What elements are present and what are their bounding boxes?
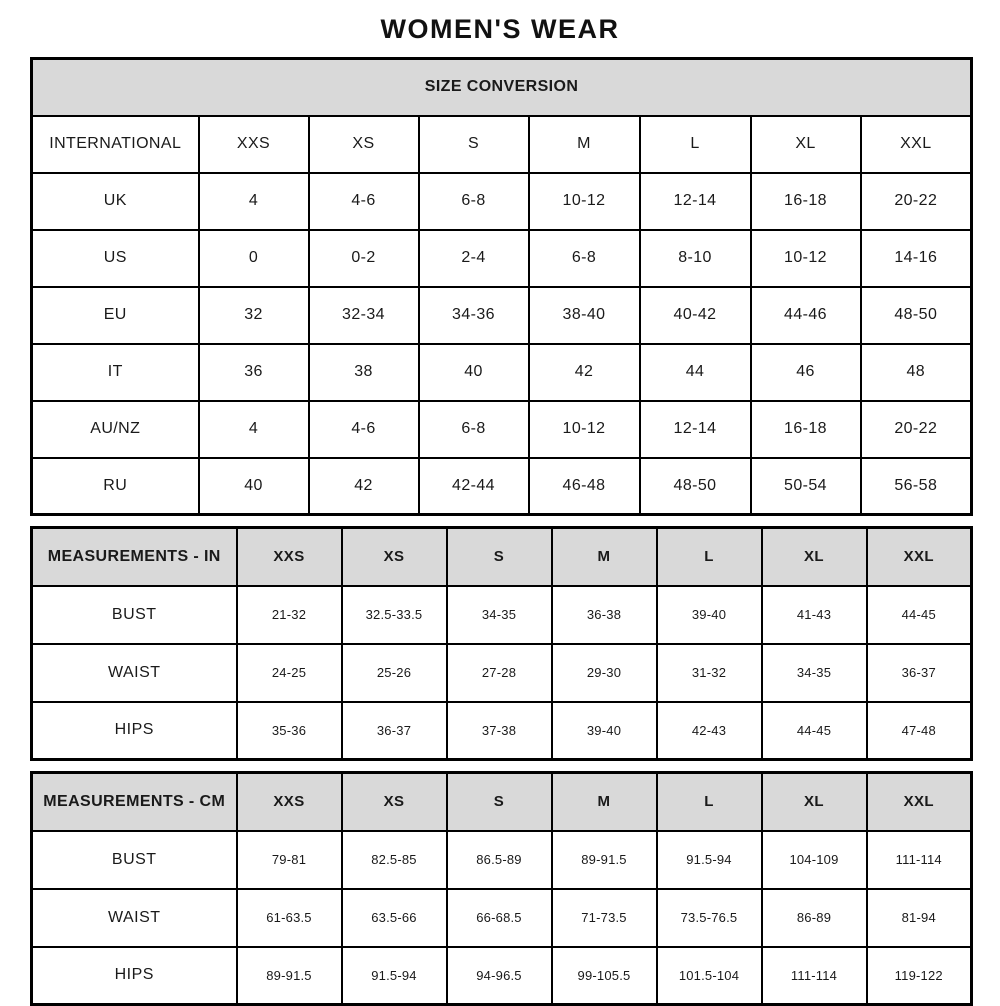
size-conversion-table	[30, 57, 973, 516]
row-label: US	[32, 230, 199, 287]
row-label: HIPS	[32, 702, 237, 760]
row-label: BUST	[32, 586, 237, 644]
data-cell: 21-32	[237, 586, 342, 644]
data-cell: 40-42	[640, 287, 751, 344]
data-cell: 44-46	[751, 287, 861, 344]
column-header-cell: XL	[762, 773, 867, 831]
data-cell: 91.5-94	[342, 947, 447, 1005]
data-cell: 0-2	[309, 230, 419, 287]
table-row	[32, 458, 972, 515]
data-cell: 86-89	[762, 889, 867, 947]
data-cell: 4-6	[309, 173, 419, 230]
data-cell: 12-14	[640, 173, 751, 230]
row-header-cell: INTERNATIONAL	[32, 116, 199, 173]
row-label: RU	[32, 458, 199, 515]
table-row	[32, 230, 972, 287]
table-row	[32, 889, 972, 947]
column-header-cell: XL	[751, 116, 861, 173]
data-cell: 16-18	[751, 173, 861, 230]
page-title: WOMEN'S WEAR	[380, 14, 620, 44]
column-header-cell: L	[640, 116, 751, 173]
data-cell: 2-4	[419, 230, 529, 287]
size-conversion-title: SIZE CONVERSION	[32, 59, 972, 116]
table-row	[32, 173, 972, 230]
data-cell: 73.5-76.5	[657, 889, 762, 947]
data-cell: 6-8	[529, 230, 640, 287]
column-header-cell: XS	[309, 116, 419, 173]
table-row	[32, 287, 972, 344]
data-cell: 44	[640, 344, 751, 401]
data-cell: 42	[309, 458, 419, 515]
data-cell: 104-109	[762, 831, 867, 889]
column-header-cell: XXS	[237, 528, 342, 586]
size-chart-sheet	[30, 0, 970, 1006]
data-cell: 4-6	[309, 401, 419, 458]
data-cell: 82.5-85	[342, 831, 447, 889]
data-cell: 94-96.5	[447, 947, 552, 1005]
data-cell: 36-37	[867, 644, 972, 702]
table-row	[32, 947, 972, 1005]
data-cell: 61-63.5	[237, 889, 342, 947]
data-cell: 10-12	[529, 173, 640, 230]
column-header-cell: XL	[762, 528, 867, 586]
data-cell: 36	[199, 344, 309, 401]
data-cell: 27-28	[447, 644, 552, 702]
data-cell: 79-81	[237, 831, 342, 889]
data-cell: 40	[419, 344, 529, 401]
data-cell: 36-37	[342, 702, 447, 760]
row-label: HIPS	[32, 947, 237, 1005]
data-cell: 39-40	[552, 702, 657, 760]
data-cell: 89-91.5	[552, 831, 657, 889]
data-cell: 32.5-33.5	[342, 586, 447, 644]
data-cell: 111-114	[867, 831, 972, 889]
data-cell: 44-45	[867, 586, 972, 644]
data-cell: 89-91.5	[237, 947, 342, 1005]
data-cell: 10-12	[751, 230, 861, 287]
size-conversion-body	[32, 173, 972, 515]
data-cell: 44-45	[762, 702, 867, 760]
row-label: BUST	[32, 831, 237, 889]
data-cell: 6-8	[419, 401, 529, 458]
column-header-cell: S	[419, 116, 529, 173]
column-header-cell: M	[529, 116, 640, 173]
column-header-cell: S	[447, 528, 552, 586]
row-header-cell: MEASUREMENTS - IN	[32, 528, 237, 586]
data-cell: 119-122	[867, 947, 972, 1005]
data-cell: 101.5-104	[657, 947, 762, 1005]
data-cell: 91.5-94	[657, 831, 762, 889]
column-header-cell: XXS	[237, 773, 342, 831]
table-row	[32, 831, 972, 889]
column-header-cell: XXS	[199, 116, 309, 173]
column-header-cell: L	[657, 528, 762, 586]
data-cell: 32	[199, 287, 309, 344]
column-header-cell: M	[552, 773, 657, 831]
data-cell: 63.5-66	[342, 889, 447, 947]
measurements-cm-body	[32, 831, 972, 1005]
row-label: UK	[32, 173, 199, 230]
data-cell: 48	[861, 344, 972, 401]
data-cell: 4	[199, 173, 309, 230]
data-cell: 42-43	[657, 702, 762, 760]
size-conversion-header-row	[32, 116, 972, 173]
column-header-cell: XXL	[867, 528, 972, 586]
table-row	[32, 401, 972, 458]
data-cell: 42-44	[419, 458, 529, 515]
table-row	[32, 702, 972, 760]
data-cell: 48-50	[861, 287, 972, 344]
data-cell: 56-58	[861, 458, 972, 515]
data-cell: 42	[529, 344, 640, 401]
data-cell: 10-12	[529, 401, 640, 458]
data-cell: 47-48	[867, 702, 972, 760]
data-cell: 20-22	[861, 401, 972, 458]
data-cell: 6-8	[419, 173, 529, 230]
measurements-cm-header-row	[32, 773, 972, 831]
measurements-in-body	[32, 586, 972, 760]
data-cell: 35-36	[237, 702, 342, 760]
row-label: IT	[32, 344, 199, 401]
data-cell: 40	[199, 458, 309, 515]
data-cell: 39-40	[657, 586, 762, 644]
column-header-cell: XXL	[861, 116, 972, 173]
data-cell: 41-43	[762, 586, 867, 644]
data-cell: 48-50	[640, 458, 751, 515]
column-header-cell: XXL	[867, 773, 972, 831]
data-cell: 32-34	[309, 287, 419, 344]
data-cell: 25-26	[342, 644, 447, 702]
data-cell: 31-32	[657, 644, 762, 702]
row-label: WAIST	[32, 889, 237, 947]
data-cell: 20-22	[861, 173, 972, 230]
column-header-cell: XS	[342, 773, 447, 831]
table-title-row	[32, 59, 972, 116]
data-cell: 0	[199, 230, 309, 287]
data-cell: 46	[751, 344, 861, 401]
data-cell: 34-35	[447, 586, 552, 644]
data-cell: 37-38	[447, 702, 552, 760]
measurements-cm-table	[30, 771, 973, 1006]
data-cell: 66-68.5	[447, 889, 552, 947]
data-cell: 4	[199, 401, 309, 458]
data-cell: 111-114	[762, 947, 867, 1005]
data-cell: 86.5-89	[447, 831, 552, 889]
column-header-cell: M	[552, 528, 657, 586]
measurements-in-header-row	[32, 528, 972, 586]
data-cell: 36-38	[552, 586, 657, 644]
data-cell: 14-16	[861, 230, 972, 287]
data-cell: 24-25	[237, 644, 342, 702]
data-cell: 50-54	[751, 458, 861, 515]
data-cell: 29-30	[552, 644, 657, 702]
data-cell: 34-35	[762, 644, 867, 702]
column-header-cell: XS	[342, 528, 447, 586]
data-cell: 38-40	[529, 287, 640, 344]
data-cell: 38	[309, 344, 419, 401]
table-row	[32, 344, 972, 401]
data-cell: 34-36	[419, 287, 529, 344]
measurements-in-table	[30, 526, 973, 761]
column-header-cell: L	[657, 773, 762, 831]
data-cell: 8-10	[640, 230, 751, 287]
column-header-cell: S	[447, 773, 552, 831]
data-cell: 71-73.5	[552, 889, 657, 947]
data-cell: 46-48	[529, 458, 640, 515]
row-label: AU/NZ	[32, 401, 199, 458]
data-cell: 16-18	[751, 401, 861, 458]
row-header-cell: MEASUREMENTS - CM	[32, 773, 237, 831]
row-label: EU	[32, 287, 199, 344]
data-cell: 12-14	[640, 401, 751, 458]
data-cell: 81-94	[867, 889, 972, 947]
data-cell: 99-105.5	[552, 947, 657, 1005]
row-label: WAIST	[32, 644, 237, 702]
table-row	[32, 644, 972, 702]
table-row	[32, 586, 972, 644]
